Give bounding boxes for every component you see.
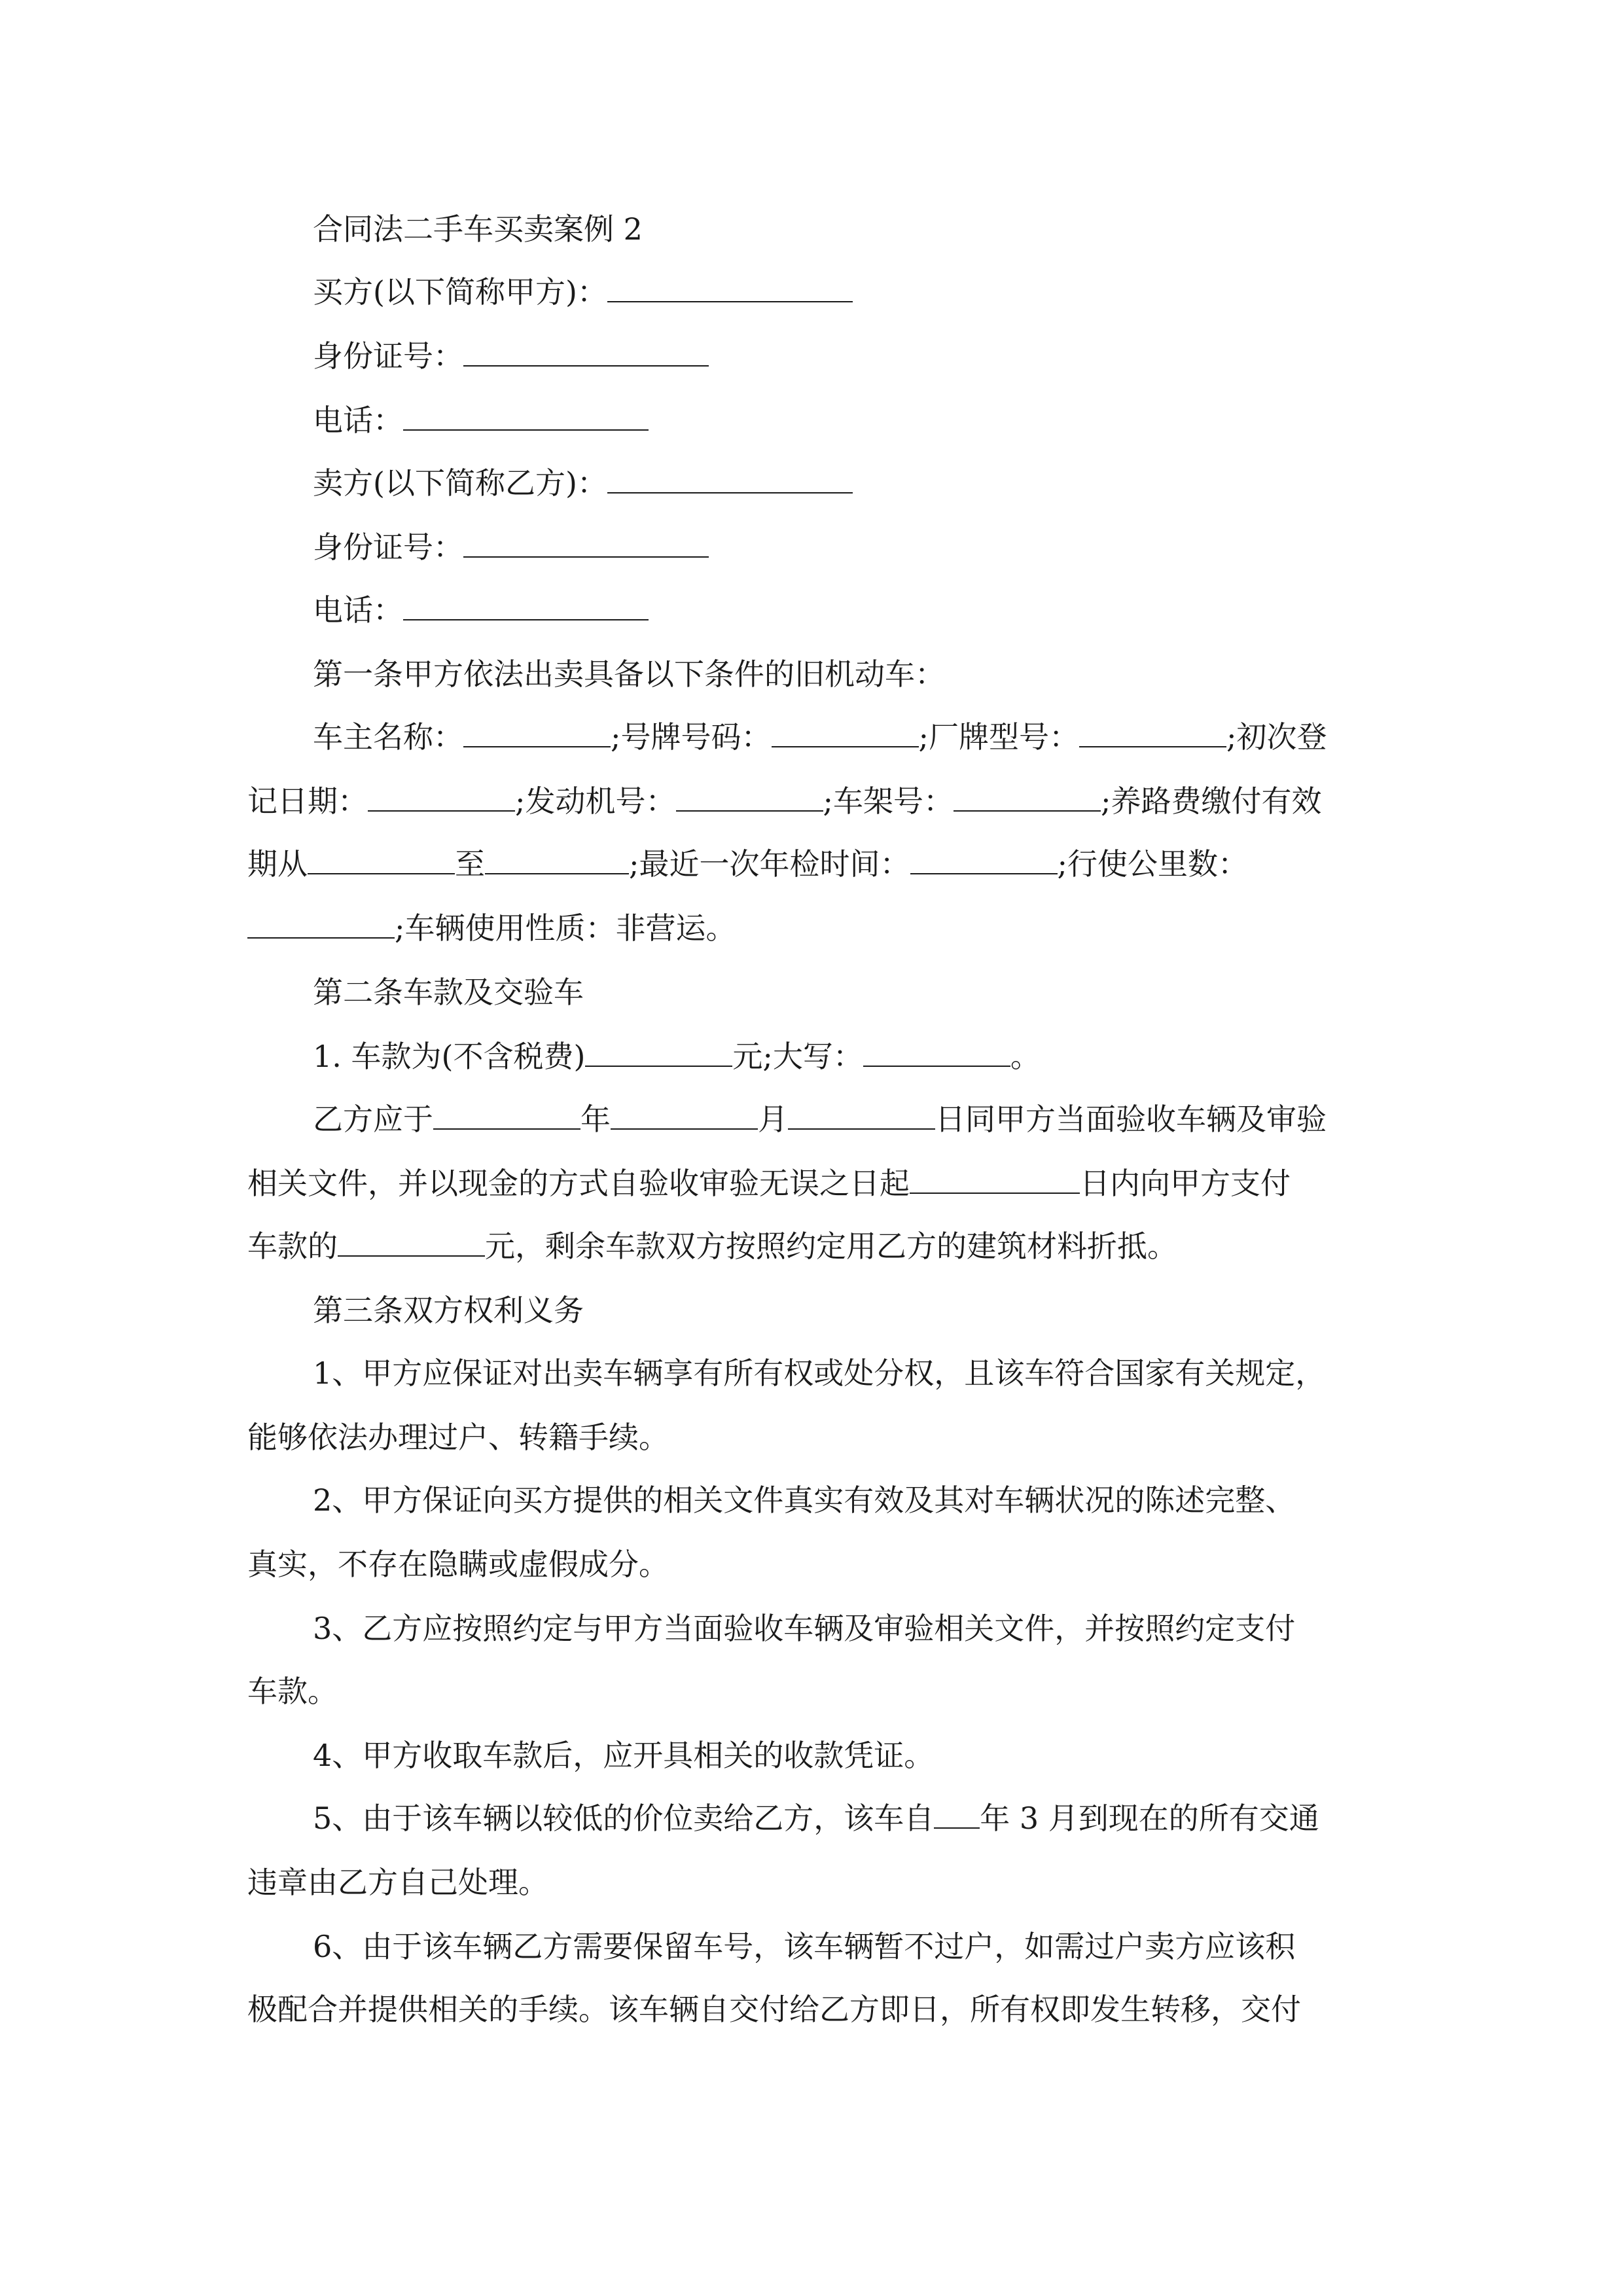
article3-item3-line1: 3、乙方应按照约定与甲方当面验收车辆及审验相关文件，并按照约定支付 [313, 1611, 1296, 1646]
document-title: 合同法二手车买卖案例 2 [313, 211, 643, 247]
article3-item3-line2: 车款。 [247, 1674, 338, 1709]
article3-heading: 第三条双方权利义务 [313, 1293, 584, 1328]
article2-item1: 1. 车款为(不含税费) 元;大写： 。 [0, 1037, 1623, 1076]
article3-item4: 4、甲方收取车款后，应开具相关的收款凭证。 [313, 1738, 935, 1773]
mileage-blank[interactable] [247, 908, 395, 939]
buyer-phone-field: 电话： [0, 401, 1623, 440]
article3-item2-line2: 真实，不存在隐瞒或虚假成分。 [247, 1547, 669, 1582]
buyer-phone-blank[interactable] [403, 401, 649, 431]
article3-item6-line2: 极配合并提供相关的手续。该车辆自交付给乙方即日，所有权即发生转移，交付 [247, 1992, 1301, 2027]
article1-line3: 期从 至 ;最近一次年检时间： ;行使公里数： [0, 844, 1623, 884]
owner-blank[interactable] [463, 717, 611, 747]
article2-heading: 第二条车款及交验车 [313, 975, 584, 1010]
seller-id-field: 身份证号： [0, 528, 1623, 567]
days-blank[interactable] [910, 1164, 1080, 1194]
seller-field: 卖方(以下简称乙方)： [0, 463, 1623, 503]
article2-para-line1: 乙方应于 年 月 日同甲方当面验收车辆及审验 [0, 1100, 1623, 1139]
buyer-blank[interactable] [607, 272, 853, 302]
article3-item6-line1: 6、由于该车辆乙方需要保留车号，该车辆暂不过户，如需过户卖方应该积 [313, 1929, 1296, 1964]
buyer-field: 买方(以下简称甲方)： [0, 272, 1623, 312]
article2-para-line3: 车款的 元，剩余车款双方按照约定用乙方的建筑材料折抵。 [0, 1227, 1623, 1266]
article1-line4: ;车辆使用性质：非营运。 [0, 908, 1623, 948]
article3-item2-line1: 2、甲方保证向买方提供的相关文件真实有效及其对车辆状况的陈述完整、 [313, 1482, 1296, 1518]
buyer-id-field: 身份证号： [0, 336, 1623, 376]
model-blank[interactable] [1079, 717, 1226, 747]
day-blank[interactable] [788, 1100, 935, 1130]
article3-item1-line1: 1、甲方应保证对出卖车辆享有所有权或处分权，且该车符合国家有关规定， [313, 1355, 1326, 1391]
article1-heading: 第一条甲方依法出卖具备以下条件的旧机动车： [313, 656, 945, 692]
month-blank[interactable] [611, 1100, 758, 1130]
year-blank[interactable] [433, 1100, 580, 1130]
article2-para-line2: 相关文件，并以现金的方式自验收审验无误之日起 日内向甲方支付 [0, 1164, 1623, 1203]
plate-blank[interactable] [772, 717, 919, 747]
buyer-id-blank[interactable] [463, 336, 709, 367]
frame-blank[interactable] [954, 781, 1101, 812]
seller-phone-blank[interactable] [403, 590, 649, 620]
engine-blank[interactable] [676, 781, 823, 812]
price-words-blank[interactable] [863, 1037, 1010, 1067]
article3-item1-line2: 能够依法办理过户、转籍手续。 [247, 1420, 669, 1455]
period-from-blank[interactable] [308, 844, 455, 874]
seller-id-blank[interactable] [463, 528, 709, 558]
inspection-blank[interactable] [910, 844, 1058, 874]
article3-item5-line1: 5、由于该车辆以较低的价位卖给乙方，该车自 年 3 月到现在的所有交通 [0, 1799, 1623, 1838]
seller-phone-field: 电话： [0, 590, 1623, 630]
article1-line1: 车主名称： ;号牌号码： ;厂牌型号： ;初次登 [0, 717, 1623, 757]
period-to-blank[interactable] [485, 844, 629, 874]
deposit-blank[interactable] [338, 1227, 485, 1257]
seller-blank[interactable] [607, 463, 853, 493]
first-reg-blank[interactable] [368, 781, 515, 812]
article1-line2: 记日期： ;发动机号： ;车架号： ;养路费缴付有效 [0, 781, 1623, 821]
year-short-blank[interactable] [934, 1799, 980, 1829]
article3-item5-line2: 违章由乙方自己处理。 [247, 1865, 548, 1900]
price-blank[interactable] [585, 1037, 732, 1067]
